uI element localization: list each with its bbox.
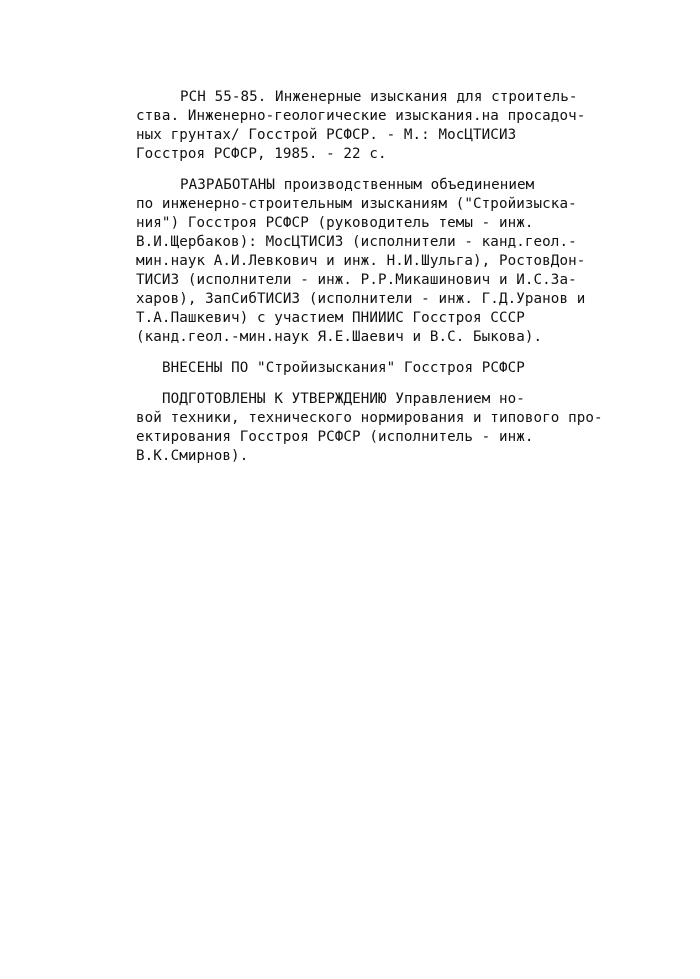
prepared-for-approval-paragraph [136, 390, 614, 466]
text-line: ВНЕСЕНЫ ПО "Стройизыскания" Госстроя РСФСР [162, 360, 525, 376]
text-line: РАЗРАБОТАНЫ производственным объединением [180, 177, 535, 193]
text-line: Т.А.Пашкевич) с участием ПНИИИС Госстроя СССР [136, 310, 525, 326]
text-line: харов), ЗапСибТИСИЗ (исполнители - инж. Г.Д.Уранов и [136, 291, 586, 307]
text-line: В.К.Смирнов). [136, 448, 249, 464]
text-line: по инженерно-строительным изысканиям ("Стройизыска- [136, 196, 577, 212]
text-line: ния") Госстроя РСФСР (руководитель темы - инж. [136, 215, 534, 231]
text-line: вой техники, технического нормирования и типового про- [136, 410, 603, 426]
citation-paragraph [136, 88, 614, 164]
text-line: ектирования Госстроя РСФСР (исполнитель - инж. [136, 429, 534, 445]
text-line: ПОДГОТОВЛЕНЫ К УТВЕРЖДЕНИЮ Управлением но- [162, 391, 525, 407]
text-line: РСН 55-85. Инженерные изыскания для строитель- [180, 89, 578, 105]
text-line: ных грунтах/ Госстрой РСФСР. - М.: МосЦТИСИЗ [136, 127, 517, 143]
text-line: ства. Инженерно-геологические изыскания.на просадоч- [136, 108, 586, 124]
text-line: мин.наук А.И.Левкович и инж. Н.И.Шульга), РостовДон- [136, 253, 586, 269]
text-line: ТИСИЗ (исполнители - инж. Р.Р.Микашинович и И.С.За- [136, 272, 577, 288]
submitted-by-paragraph [136, 359, 614, 378]
developed-by-paragraph [136, 176, 614, 347]
document-page [136, 88, 614, 478]
text-line: Госстроя РСФСР, 1985. - 22 с. [136, 146, 387, 162]
text-line: (канд.геол.-мин.наук Я.Е.Шаевич и В.С. Быкова). [136, 329, 543, 345]
text-line: В.И.Щербаков): МосЦТИСИЗ (исполнители - канд.геол.- [136, 234, 577, 250]
